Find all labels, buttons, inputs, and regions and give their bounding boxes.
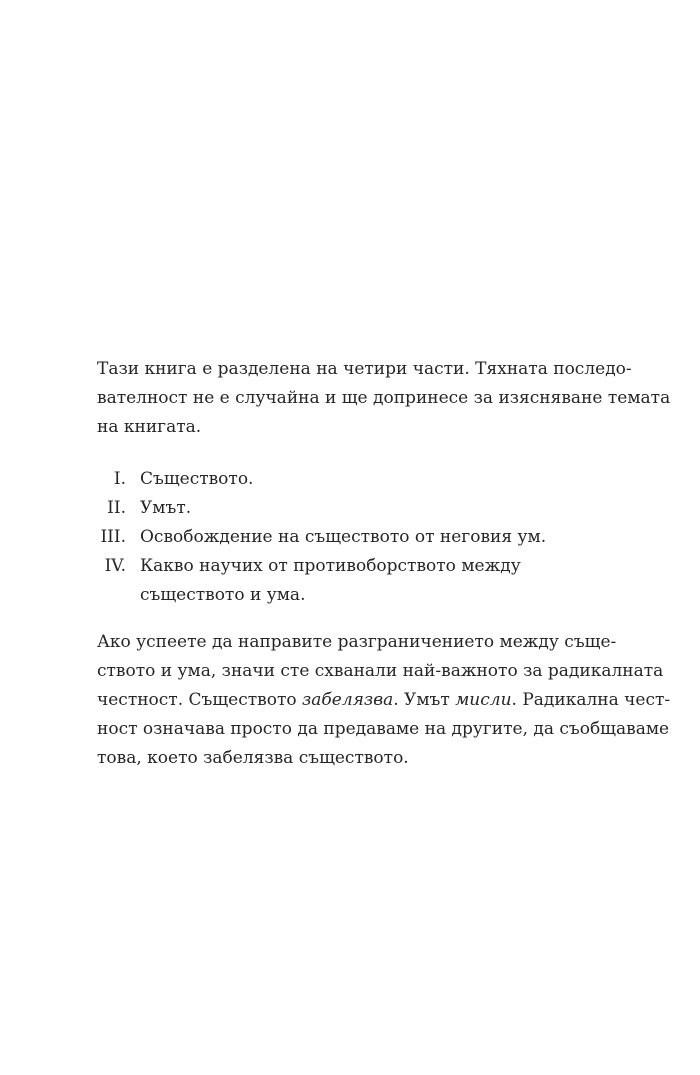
emphasis-notices: забелязва <box>302 690 394 710</box>
list-item-continuation <box>90 581 610 610</box>
list-item <box>90 552 610 581</box>
list-item-number: IV. <box>104 556 126 576</box>
emphasis-thinks: мисли <box>455 690 512 710</box>
list-item-number: II. <box>107 498 126 518</box>
list-item-text: Освобождение на съществото от неговия ум. <box>140 527 547 547</box>
list-item <box>90 494 610 523</box>
body-line-3-part-a: честност. Съществото <box>97 690 302 710</box>
body-line-2: ството и ума, значи сте схванали най-важното за радикалната <box>97 661 664 681</box>
list-item-number: I. <box>113 469 126 489</box>
body-line-3 <box>97 686 671 715</box>
list-item-text: Съществото. <box>140 469 254 489</box>
body-line-1: Ако успеете да направите разграничението между съще- <box>97 632 617 652</box>
list-item-text: Какво научих от противоборството между <box>140 556 521 576</box>
intro-paragraph <box>97 355 671 442</box>
body-line-5: това, което забелязва съществото. <box>97 748 409 768</box>
parts-list <box>90 465 610 610</box>
body-line-3-part-e: . Радикална чест- <box>511 690 671 710</box>
intro-line-2: вателност не е случайна и ще допринесе за изясняване темата <box>97 388 671 408</box>
list-item-text: Умът. <box>140 498 192 518</box>
body-paragraph <box>97 628 671 773</box>
list-item <box>90 523 610 552</box>
list-item-text-continued: съществото и ума. <box>140 585 306 605</box>
intro-line-3: на книгата. <box>97 417 202 437</box>
list-item-number: III. <box>100 527 126 547</box>
body-line-3-part-c: . Умът <box>393 690 456 710</box>
intro-line-1: Тази книга е разделена на четири части. Тяхната последо- <box>97 359 632 379</box>
list-item <box>90 465 610 494</box>
body-line-4: ност означава просто да предаваме на другите, да съобщаваме <box>97 719 670 739</box>
